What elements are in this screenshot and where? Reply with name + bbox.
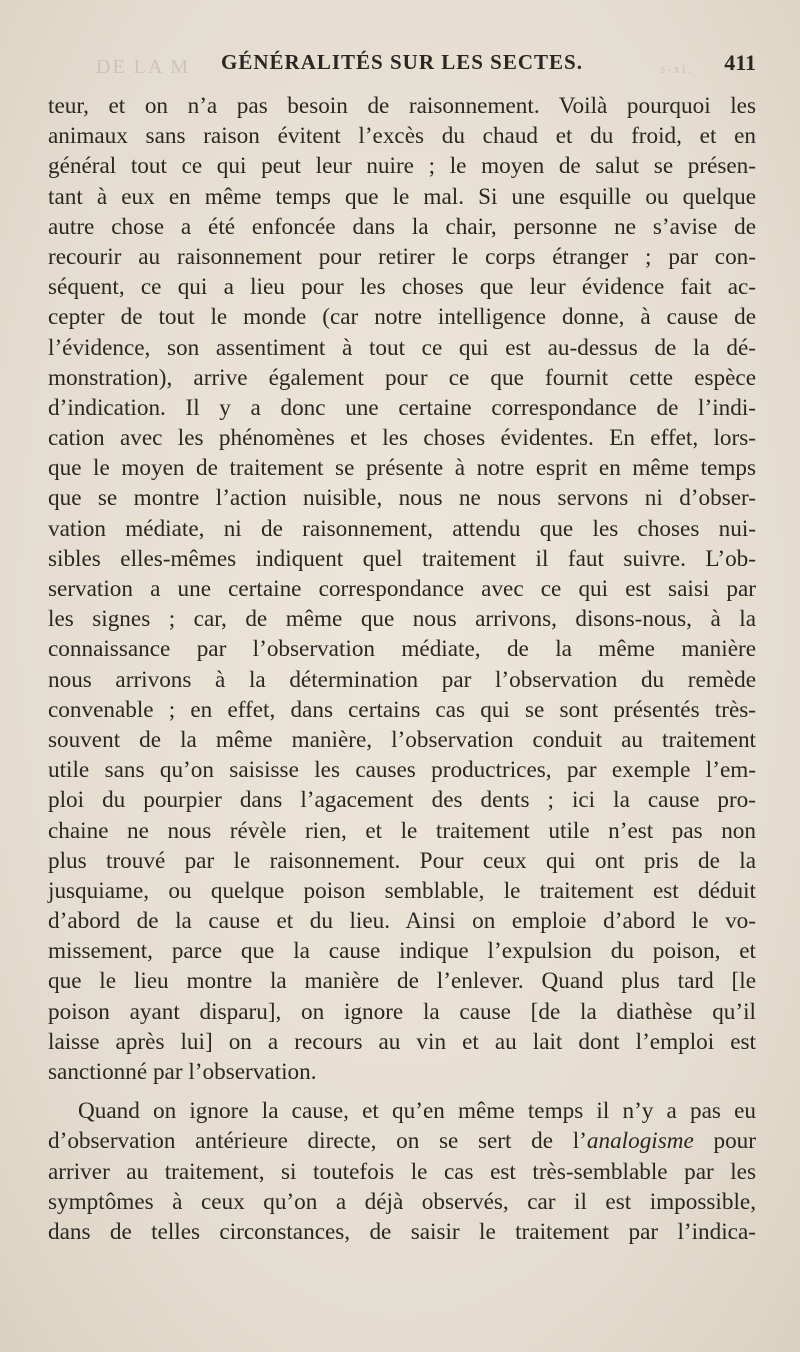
text-line: cepter de tout le monde (car notre intelligence donne, à cause de (48, 304, 756, 331)
text-segment: d’observation antérieure directe, on se sert de l’ (48, 1128, 587, 1155)
text-line: l’évidence, son assentiment à tout ce qui est au-dessus de la dé- (48, 334, 756, 361)
text-line: dans de telles circonstances, de saisir le traitement par l’indica- (48, 1218, 756, 1245)
text-line: animaux sans raison évitent l’excès du chaud et du froid, et en (48, 123, 756, 150)
text-line: utile sans qu’on saisisse les causes productrices, par exemple l’em- (48, 757, 756, 784)
text-line: symptômes à ceux qu’on a déjà observés, car il est impossible, (48, 1188, 756, 1215)
text-segment: pour (693, 1128, 756, 1155)
text-line: missement, parce que la cause indique l’expulsion du poison, et (48, 938, 756, 965)
text-line: nous arrivons à la détermination par l’observation du remède (48, 666, 756, 693)
text-line: d’abord de la cause et du lieu. Ainsi on emploie d’abord le vo- (48, 908, 756, 935)
text-line: séquent, ce qui a lieu pour les choses que leur évidence fait ac- (48, 274, 756, 301)
text-line: plus trouvé par le raisonnement. Pour ceux qui ont pris de la (48, 847, 756, 874)
page-number: 411 (724, 50, 756, 75)
text-line: poison ayant disparu], on ignore la cause [de la diathèse qu’il (48, 998, 756, 1025)
text-line: connaissance par l’observation médiate, de la même manière (48, 636, 756, 663)
text-line: cation avec les phénomènes et les choses évidentes. En effet, lors- (48, 425, 756, 452)
text-line: général tout ce qui peut leur nuire ; le moyen de salut se présen- (48, 153, 756, 180)
text-line: laisse après lui] on a recours au vin et au lait dont l’emploi est (48, 1028, 756, 1055)
paragraph-2 (48, 1096, 756, 1247)
text-line: que le lieu montre la manière de l’enlever. Quand plus tard [le (48, 968, 756, 995)
running-title: GÉNÉRALITÉS SUR LES SECTES. (221, 50, 583, 74)
text-line: vation médiate, ni de raisonnement, attendu que les choses nui- (48, 515, 756, 542)
italic-term: analogisme (586, 1128, 694, 1155)
text-line: les signes ; car, de même que nous arrivons, disons-nous, à la (48, 606, 756, 633)
text-line: sanctionné par l’observation. (48, 1059, 317, 1085)
text-line: convenable ; en effet, dans certains cas qui se sont présentés très- (48, 696, 756, 723)
text-line: autre chose a été enfoncée dans la chair, personne ne s’avise de (48, 213, 756, 240)
text-line: servation a une certaine correspondance avec ce qui est saisi par (48, 576, 756, 602)
text-line: recourir au raisonnement pour retirer le corps étranger ; par con- (48, 243, 756, 270)
text-line: souvent de la même manière, l’observation conduit au traitement (48, 726, 756, 753)
text-line: jusquiame, ou quelque poison semblable, le traitement est déduit (48, 877, 756, 904)
text-line: monstration), arrive également pour ce que fournit cette espèce (48, 364, 756, 391)
body-text (48, 91, 756, 1247)
text-line: teur, et on n’a pas besoin de raisonnement. Voilà pourquoi les (48, 93, 756, 119)
text-line (48, 1126, 756, 1156)
text-line: que le moyen de traitement se présente à notre esprit en même temps (48, 455, 756, 482)
text-line: arriver au traitement, si toutefois le cas est très-semblable par les (48, 1158, 756, 1185)
show-through-heading-left: DE LA M (96, 56, 190, 78)
text-line: que se montre l’action nuisible, nous ne nous servons ni d’obser- (48, 485, 756, 512)
text-line: chaine ne nous révèle rien, et le traitement utile n’est pas non (48, 817, 756, 844)
paragraph-1 (48, 91, 756, 1087)
show-through-heading-right: s-xi. (660, 61, 693, 76)
text-line: tant à eux en même temps que le mal. Si une esquille ou quelque (48, 183, 756, 210)
running-head (48, 50, 756, 82)
text-line: sibles elles-mêmes indiquent quel traitement il faut suivre. L’ob- (48, 545, 756, 572)
text-line: d’indication. Il y a donc une certaine correspondance de l’indi- (48, 394, 756, 421)
text-line: ploi du pourpier dans l’agacement des dents ; ici la cause pro- (48, 787, 756, 814)
text-line: Quand on ignore la cause, et qu’en même temps il n’y a pas eu (78, 1098, 756, 1125)
